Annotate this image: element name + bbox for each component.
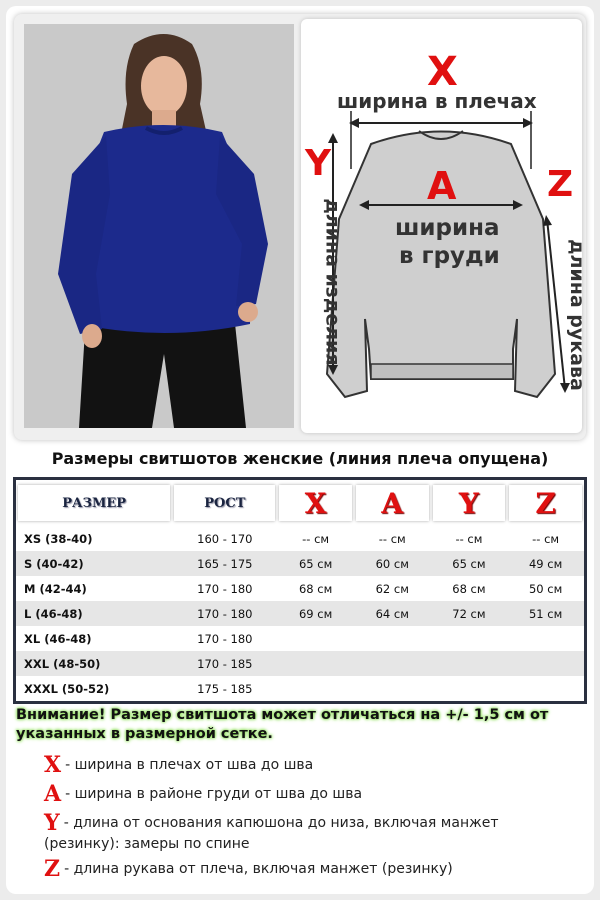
table-cell: 160 - 170 <box>172 526 277 551</box>
legend-text: - ширина в плечах от шва до шва <box>65 757 314 773</box>
size-cell: XXL (48-50) <box>15 651 173 676</box>
table-cell: -- см <box>431 526 508 551</box>
table-cell: 170 - 180 <box>172 576 277 601</box>
model-photo <box>24 24 294 428</box>
table-cell <box>354 651 431 676</box>
table-cell: 175 - 185 <box>172 676 277 703</box>
size-table <box>13 477 587 704</box>
table-cell: 72 см <box>431 601 508 626</box>
table-cell: 65 см <box>431 551 508 576</box>
size-table-body <box>15 526 586 703</box>
table-cell <box>507 626 585 651</box>
table-cell: 62 см <box>354 576 431 601</box>
measurement-diagram <box>301 19 588 433</box>
table-cell: 170 - 180 <box>172 601 277 626</box>
table-row <box>15 626 586 651</box>
a-label-line-2: в груди <box>399 243 500 269</box>
y-letter-icon: Y <box>305 143 332 184</box>
table-header-row <box>15 479 586 527</box>
table-cell <box>354 626 431 651</box>
table-cell: 51 см <box>507 601 585 626</box>
legend-text: - длина от основания капюшона до низа, включая манжет <box>63 815 499 831</box>
table-cell <box>431 651 508 676</box>
a-letter-icon: A <box>44 781 62 807</box>
x-letter-icon: X <box>427 49 458 95</box>
table-cell: 49 см <box>507 551 585 576</box>
table-cell <box>277 676 354 703</box>
z-letter-icon: Z <box>547 164 574 205</box>
size-cell: XXXL (50-52) <box>15 676 173 703</box>
table-cell: -- см <box>277 526 354 551</box>
table-cell: -- см <box>354 526 431 551</box>
table-cell: 170 - 185 <box>172 651 277 676</box>
table-cell <box>431 676 508 703</box>
table-cell <box>277 651 354 676</box>
size-cell: S (40-42) <box>15 551 173 576</box>
header-height: РОСТ <box>172 479 277 527</box>
legend-text: - ширина в районе груди от шва до шва <box>65 786 363 802</box>
a-label-line-1: ширина <box>395 215 500 241</box>
size-cell: L (46-48) <box>15 601 173 626</box>
size-cell: XL (46-48) <box>15 626 173 651</box>
z-letter-icon: Z <box>44 856 61 882</box>
table-cell <box>354 676 431 703</box>
table-cell: 170 - 180 <box>172 626 277 651</box>
table-cell <box>507 651 585 676</box>
header-y: Y <box>431 479 508 527</box>
header-size: РАЗМЕР <box>15 479 173 527</box>
table-cell: 68 см <box>431 576 508 601</box>
y-letter-icon: Y <box>44 810 60 836</box>
table-cell: 69 см <box>277 601 354 626</box>
table-row <box>15 676 586 703</box>
legend-item-y <box>44 810 498 836</box>
table-row <box>15 651 586 676</box>
model-illustration <box>24 24 294 428</box>
header-x: X <box>277 479 354 527</box>
header-z: Z <box>507 479 585 527</box>
size-cell: M (42-44) <box>15 576 173 601</box>
legend-item-x <box>44 752 313 778</box>
table-cell: 65 см <box>277 551 354 576</box>
table-cell: 64 см <box>354 601 431 626</box>
y-label: длина изделия <box>321 198 344 366</box>
size-cell: XS (38-40) <box>15 526 173 551</box>
page-title: Размеры свитшотов женские (линия плеча опущена) <box>51 449 549 468</box>
legend-text: - длина рукава от плеча, включая манжет (резинку) <box>64 861 453 877</box>
x-label: ширина в плечах <box>337 89 537 113</box>
table-row <box>15 551 586 576</box>
z-label: длина рукава <box>565 239 588 391</box>
table-cell: 50 см <box>507 576 585 601</box>
table-cell: 68 см <box>277 576 354 601</box>
legend-item-z <box>44 856 453 882</box>
table-cell: -- см <box>507 526 585 551</box>
table-cell <box>277 626 354 651</box>
legend-item-a <box>44 781 362 807</box>
table-cell: 60 см <box>354 551 431 576</box>
a-letter-icon: A <box>427 164 457 208</box>
x-letter-icon: X <box>44 752 62 778</box>
header-a: A <box>354 479 431 527</box>
table-row <box>15 526 586 551</box>
table-cell <box>507 676 585 703</box>
table-row <box>15 601 586 626</box>
table-cell: 165 - 175 <box>172 551 277 576</box>
table-row <box>15 576 586 601</box>
table-cell <box>431 626 508 651</box>
legend-item-y-cont: (резинку): замеры по спине <box>44 836 250 852</box>
size-warning: Внимание! Размер свитшота может отличаться на +/- 1,5 см от указанных в размерной сетке. <box>16 707 549 742</box>
